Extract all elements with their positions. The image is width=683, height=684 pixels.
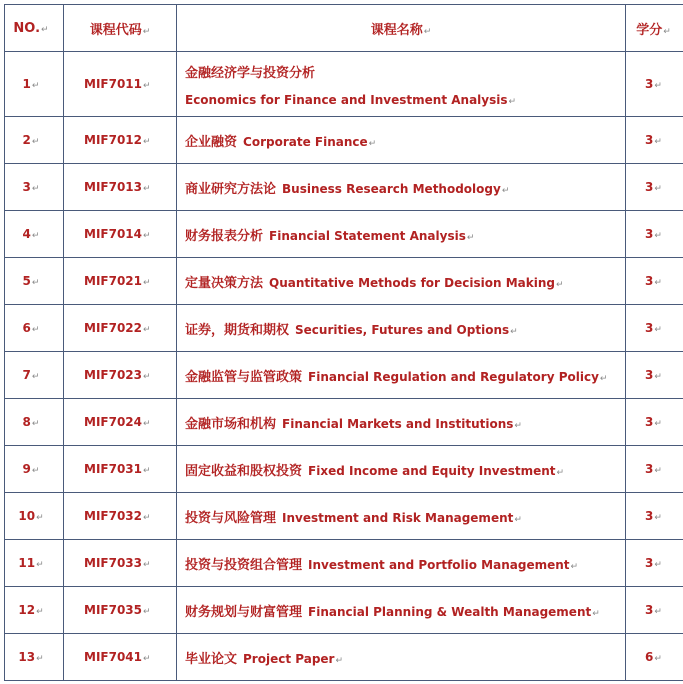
- row-no: 5↵: [5, 258, 64, 305]
- row-credit: 3↵: [626, 493, 683, 540]
- row-credit: 3↵: [626, 52, 683, 117]
- table-row: [5, 305, 683, 352]
- table-row: [5, 587, 683, 634]
- row-code: MIF7011↵: [64, 52, 177, 117]
- header-no: NO.↵: [5, 5, 64, 52]
- row-credit: 3↵: [626, 211, 683, 258]
- row-name: 金融市场和机构 Financial Markets and Institutions↵: [177, 399, 626, 446]
- row-credit: 3↵: [626, 399, 683, 446]
- row-no: 4↵: [5, 211, 64, 258]
- row-name: 企业融资 Corporate Finance↵: [177, 117, 626, 164]
- row-no: 13↵: [5, 634, 64, 681]
- row-name: 证券，期货和期权 Securities, Futures and Options↵: [177, 305, 626, 352]
- row-code: MIF7041↵: [64, 634, 177, 681]
- row-name: 财务规划与财富管理 Financial Planning & Wealth Management↵: [177, 587, 626, 634]
- row-no: 12↵: [5, 587, 64, 634]
- row-no: 1↵: [5, 52, 64, 117]
- row-no: 11↵: [5, 540, 64, 587]
- table-row: [5, 399, 683, 446]
- row-no: 7↵: [5, 352, 64, 399]
- row-credit: 3↵: [626, 587, 683, 634]
- row-credit: 3↵: [626, 540, 683, 587]
- row-name: 金融监管与监管政策 Financial Regulation and Regulatory Policy↵: [177, 352, 626, 399]
- header-code: 课程代码↵: [64, 5, 177, 52]
- table-row: [5, 634, 683, 681]
- row-credit: 3↵: [626, 305, 683, 352]
- row-name: 毕业论文 Project Paper↵: [177, 634, 626, 681]
- row-code: MIF7012↵: [64, 117, 177, 164]
- row-name: 投资与风险管理 Investment and Risk Management↵: [177, 493, 626, 540]
- table-row: [5, 352, 683, 399]
- table-row: [5, 493, 683, 540]
- table-row: [5, 211, 683, 258]
- row-code: MIF7033↵: [64, 540, 177, 587]
- row-code: MIF7032↵: [64, 493, 177, 540]
- row-credit: 3↵: [626, 258, 683, 305]
- course-table: [4, 4, 683, 681]
- row-credit: 3↵: [626, 117, 683, 164]
- row-name: 固定收益和股权投资 Fixed Income and Equity Investment↵: [177, 446, 626, 493]
- table-row: [5, 52, 683, 117]
- row-code: MIF7022↵: [64, 305, 177, 352]
- row-code: MIF7031↵: [64, 446, 177, 493]
- table-row: [5, 540, 683, 587]
- row-name: 财务报表分析 Financial Statement Analysis↵: [177, 211, 626, 258]
- row-code: MIF7014↵: [64, 211, 177, 258]
- row-code: MIF7024↵: [64, 399, 177, 446]
- row-no: 9↵: [5, 446, 64, 493]
- table-row: [5, 446, 683, 493]
- row-no: 2↵: [5, 117, 64, 164]
- row-name: 商业研究方法论 Business Research Methodology↵: [177, 164, 626, 211]
- row-credit: 3↵: [626, 352, 683, 399]
- row-no: 6↵: [5, 305, 64, 352]
- row-credit: 3↵: [626, 164, 683, 211]
- row-name: 金融经济学与投资分析 Economics for Finance and Investment Analysis↵: [177, 52, 626, 117]
- table-row: [5, 164, 683, 211]
- row-name: 投资与投资组合管理 Investment and Portfolio Management↵: [177, 540, 626, 587]
- row-credit: 6↵: [626, 634, 683, 681]
- row-code: MIF7035↵: [64, 587, 177, 634]
- table-row: [5, 117, 683, 164]
- row-no: 8↵: [5, 399, 64, 446]
- row-code: MIF7023↵: [64, 352, 177, 399]
- row-code: MIF7021↵: [64, 258, 177, 305]
- row-code: MIF7013↵: [64, 164, 177, 211]
- row-name: 定量决策方法 Quantitative Methods for Decision Making↵: [177, 258, 626, 305]
- header-name: 课程名称↵: [177, 5, 626, 52]
- row-credit: 3↵: [626, 446, 683, 493]
- row-no: 3↵: [5, 164, 64, 211]
- row-no: 10↵: [5, 493, 64, 540]
- header-credit: 学分↵: [626, 5, 683, 52]
- header-row: [5, 5, 683, 52]
- table-row: [5, 258, 683, 305]
